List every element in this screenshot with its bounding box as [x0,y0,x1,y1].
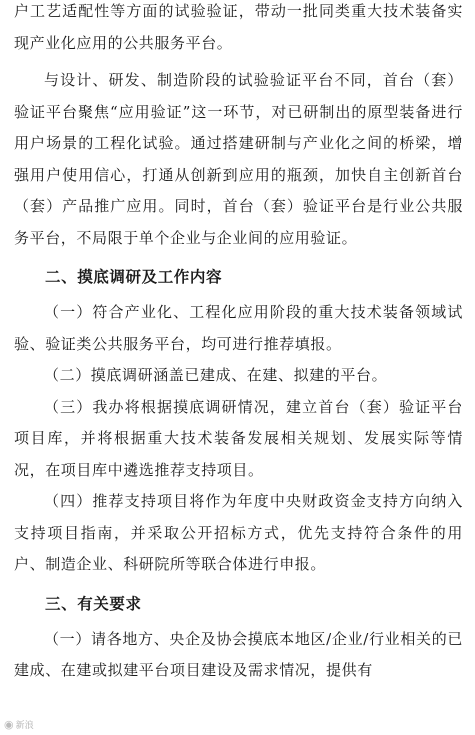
list-item-project-library: （三）我办将根据摸底调研情况，建立首台（套）验证平台项目库，并将根据重大技术装备发展相关规划、发展实际等情况，在项目库中遴选推荐支持项目。 [14,397,463,479]
section-heading-requirements: 三、有关要求 [45,594,142,613]
paragraph-intro-continuation: 户工艺适配性等方面的试验验证，带动一批同类重大技术装备实现产业化应用的公共服务平台。 [14,2,463,52]
weibo-icon: ◉ [4,718,14,731]
paragraph-platform-comparison: 与设计、研发、制造阶段的试验验证平台不同，首台（套）验证平台聚焦“应用验证”这一环节，对已研制出的原型装备进行用户场景的工程化试验。通过搭建研制与产业化之间的桥梁，增强用户使用信心，打通从创新到应用的瓶颈，加快自主创新首台（套）产品推广应用。同时，首台（套）验证平台是行业公共服务平台，不局限于单个企业与企业间的应用验证。 [14,71,463,247]
list-item-scope: （一）符合产业化、工程化应用阶段的重大技术装备领域试验、验证类公共服务平台，均可进行推荐填报。 [14,303,463,353]
watermark-text: 新浪 [15,721,34,731]
section-heading-survey: 二、摸底调研及工作内容 [45,268,223,286]
source-watermark [4,718,34,731]
list-item-funding: （四）推荐支持项目将作为年度中央财政资金支持方向纳入支持项目指南，并采取公开招标方式，优先支持符合条件的用户、制造企业、科研院所等联合体进行申报。 [14,492,463,573]
list-item-coverage: （二）摸底调研涵盖已建成、在建、拟建的平台。 [44,366,388,384]
list-item-requirement-1: （一）请各地方、央企及协会摸底本地区/企业/行业相关的已建成、在建或拟建平台项目建设及需求情况，提供有 [14,629,463,679]
